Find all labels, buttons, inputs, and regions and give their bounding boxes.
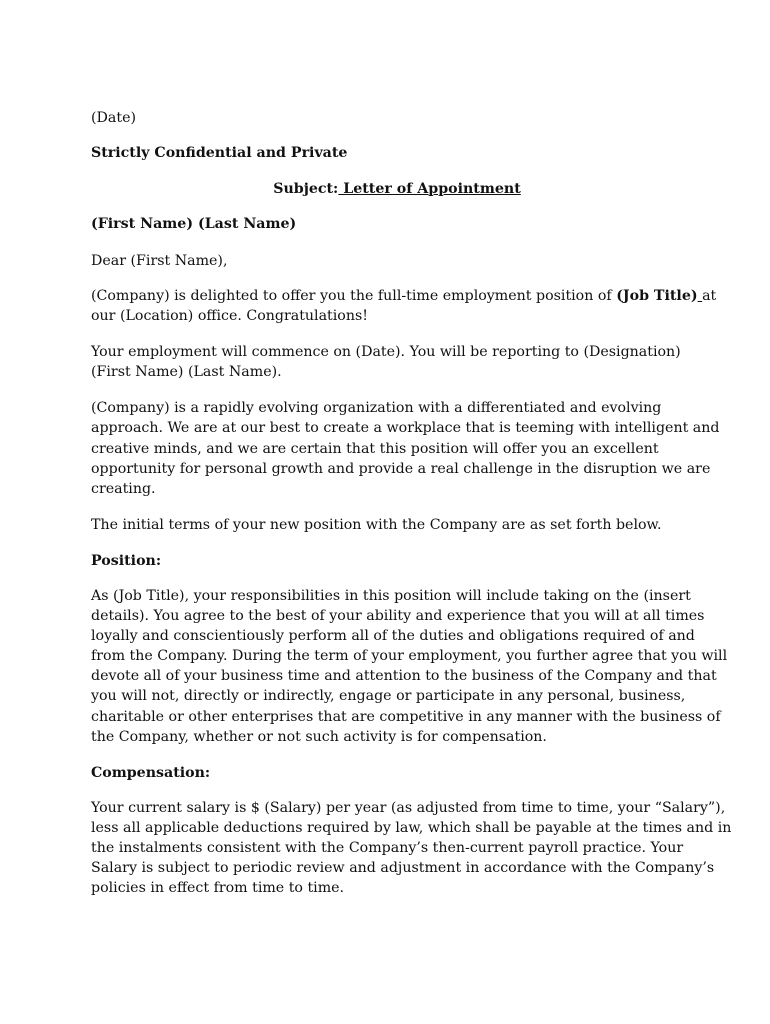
compensation-para-line: less all applicable deductions required by law, which shall be payable at the times and in <box>91 820 732 836</box>
company-para-line: approach. We are at our best to create a workplace that is teeming with intelligent and <box>91 420 720 436</box>
position-para-line: the Company, whether or not such activity is for compensation. <box>91 729 547 745</box>
position-para-line: from the Company. During the term of your employment, you further agree that you will <box>91 648 728 664</box>
recipient-name: (First Name) (Last Name) <box>91 216 297 232</box>
offer-line-1 <box>91 286 716 306</box>
company-para-line: (Company) is a rapidly evolving organization with a differentiated and evolving <box>91 400 662 416</box>
compensation-para-line: policies in effect from time to time. <box>91 880 345 896</box>
commence-line-2: (First Name) (Last Name). <box>91 364 282 380</box>
position-para-line: devote all of your business time and attention to the business of the Company and that <box>91 668 717 684</box>
greeting: Dear (First Name), <box>91 253 228 269</box>
offer-line-2: our (Location) office. Congratulations! <box>91 308 368 324</box>
position-para-line: you will not, directly or indirectly, engage or participate in any personal, business, <box>91 688 686 704</box>
date-line: (Date) <box>91 110 137 126</box>
offer-text-end: at <box>702 288 717 304</box>
position-para-line: loyally and conscientiously perform all of the duties and obligations required of and <box>91 628 695 644</box>
position-para-line: details). You agree to the best of your ability and experience that you will at all times <box>91 608 705 624</box>
compensation-para-line: Salary is subject to periodic review and adjustment in accordance with the Company’s <box>91 860 715 876</box>
commence-line-1: Your employment will commence on (Date). You will be reporting to (Designation) <box>91 344 681 360</box>
initial-terms: The initial terms of your new position with the Company are as set forth below. <box>91 517 662 533</box>
position-heading: Position: <box>91 553 162 569</box>
subject-line <box>0 179 770 199</box>
compensation-heading: Compensation: <box>91 765 211 781</box>
offer-text: (Company) is delighted to offer you the full-time employment position of <box>91 288 617 304</box>
position-para-line: charitable or other enterprises that are competitive in any manner with the business of <box>91 709 721 725</box>
confidential-line: Strictly Confidential and Private <box>91 145 348 161</box>
subject-text: Letter of Appointment <box>338 181 521 197</box>
company-para-line: creative minds, and we are certain that this position will offer you an excellent <box>91 441 659 457</box>
company-para-line: creating. <box>91 481 156 497</box>
subject-label: Subject: <box>273 181 339 197</box>
position-para-line: As (Job Title), your responsibilities in this position will include taking on the (insert <box>91 588 691 604</box>
company-para-line: opportunity for personal growth and provide a real challenge in the disruption we are <box>91 461 711 477</box>
compensation-para-line: Your current salary is $ (Salary) per year (as adjusted from time to time, your “Salary”), <box>91 800 726 816</box>
offer-job-title: (Job Title) <box>616 288 698 304</box>
compensation-para-line: the instalments consistent with the Company’s then-current payroll practice. Your <box>91 840 684 856</box>
